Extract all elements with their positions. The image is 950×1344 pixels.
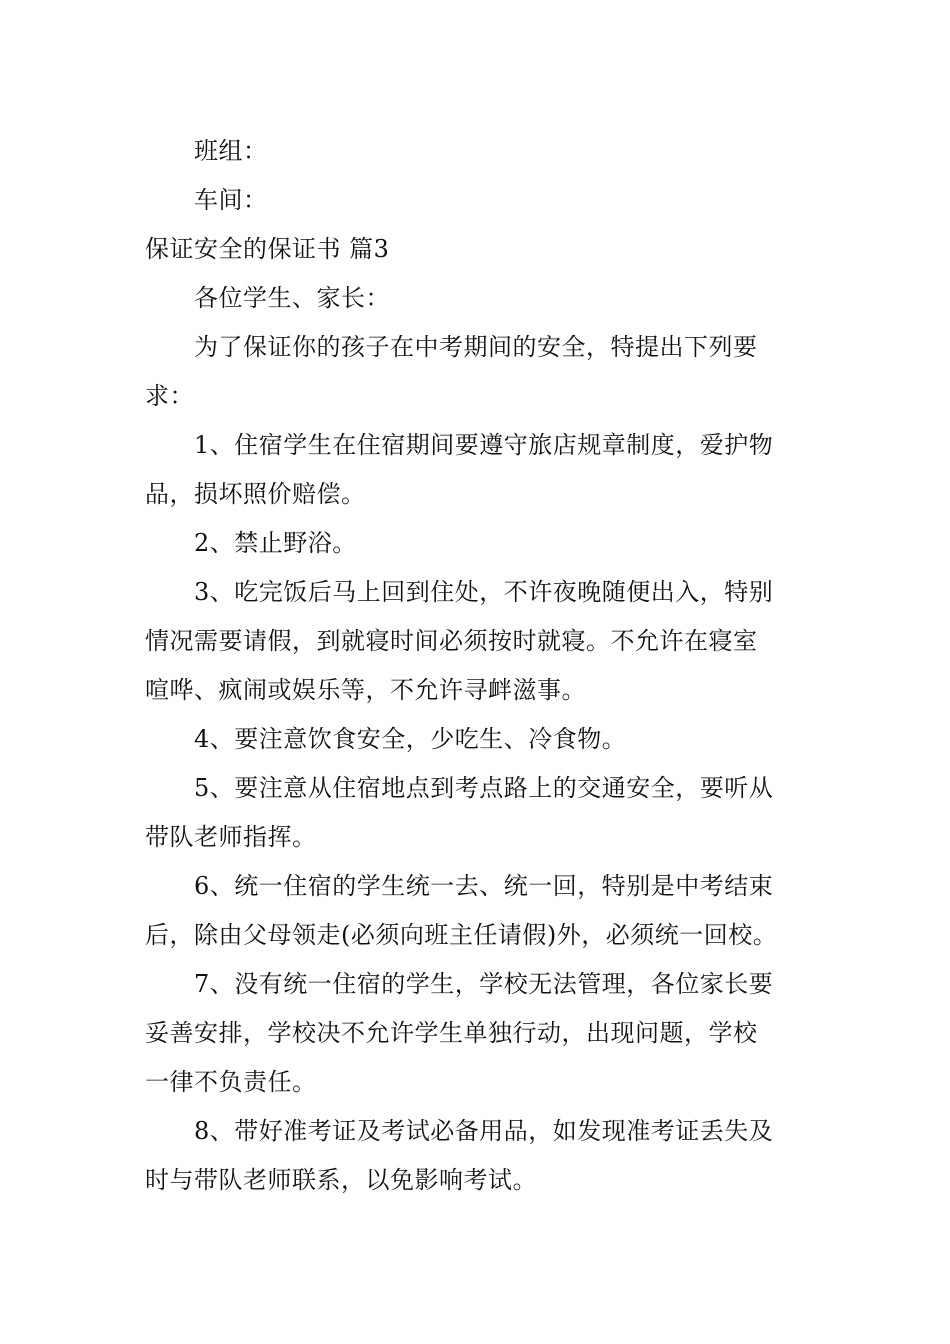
paragraph-line: 求： (145, 382, 194, 410)
paragraph-line: 时与带队老师联系，以免影响考试。 (145, 1166, 537, 1194)
paragraph-line: 带队老师指挥。 (145, 823, 317, 851)
paragraph-line: 8、带好准考证及考试必备用品，如发现准考证丢失及 (194, 1117, 774, 1145)
paragraph-line: 妥善安排，学校决不允许学生单独行动，出现问题，学校 (145, 1019, 758, 1047)
paragraph-line: 一律不负责任。 (145, 1068, 317, 1096)
paragraph-line: 后，除由父母领走(必须向班主任请假)外，必须统一回校。 (145, 921, 778, 949)
paragraph-line: 喧哗、疯闹或娱乐等，不允许寻衅滋事。 (145, 676, 586, 704)
paragraph-line: 品，损坏照价赔偿。 (145, 480, 366, 508)
section-heading: 保证安全的保证书 篇3 (145, 235, 390, 263)
paragraph-line: 7、没有统一住宿的学生，学校无法管理，各位家长要 (194, 970, 774, 998)
class-group-label: 班组： (194, 137, 268, 165)
paragraph-line: 3、吃完饭后马上回到住处，不许夜晚随便出入，特别 (194, 578, 774, 606)
paragraph-line: 6、统一住宿的学生统一去、统一回，特别是中考结束 (194, 872, 774, 900)
workshop-label: 车间： (194, 186, 268, 214)
salutation: 各位学生、家长： (194, 284, 390, 312)
document-body (145, 127, 807, 1205)
paragraph-line: 为了保证你的孩子在中考期间的安全，特提出下列要 (194, 333, 758, 361)
paragraph-line: 2、禁止野浴。 (194, 529, 357, 557)
paragraph-line: 情况需要请假，到就寝时间必须按时就寝。不允许在寝室 (145, 627, 758, 655)
paragraph-line: 4、要注意饮食安全，少吃生、冷食物。 (194, 725, 627, 753)
paragraph-line: 5、要注意从住宿地点到考点路上的交通安全，要听从 (194, 774, 774, 802)
paragraph-line: 1、住宿学生在住宿期间要遵守旅店规章制度，爱护物 (194, 431, 774, 459)
